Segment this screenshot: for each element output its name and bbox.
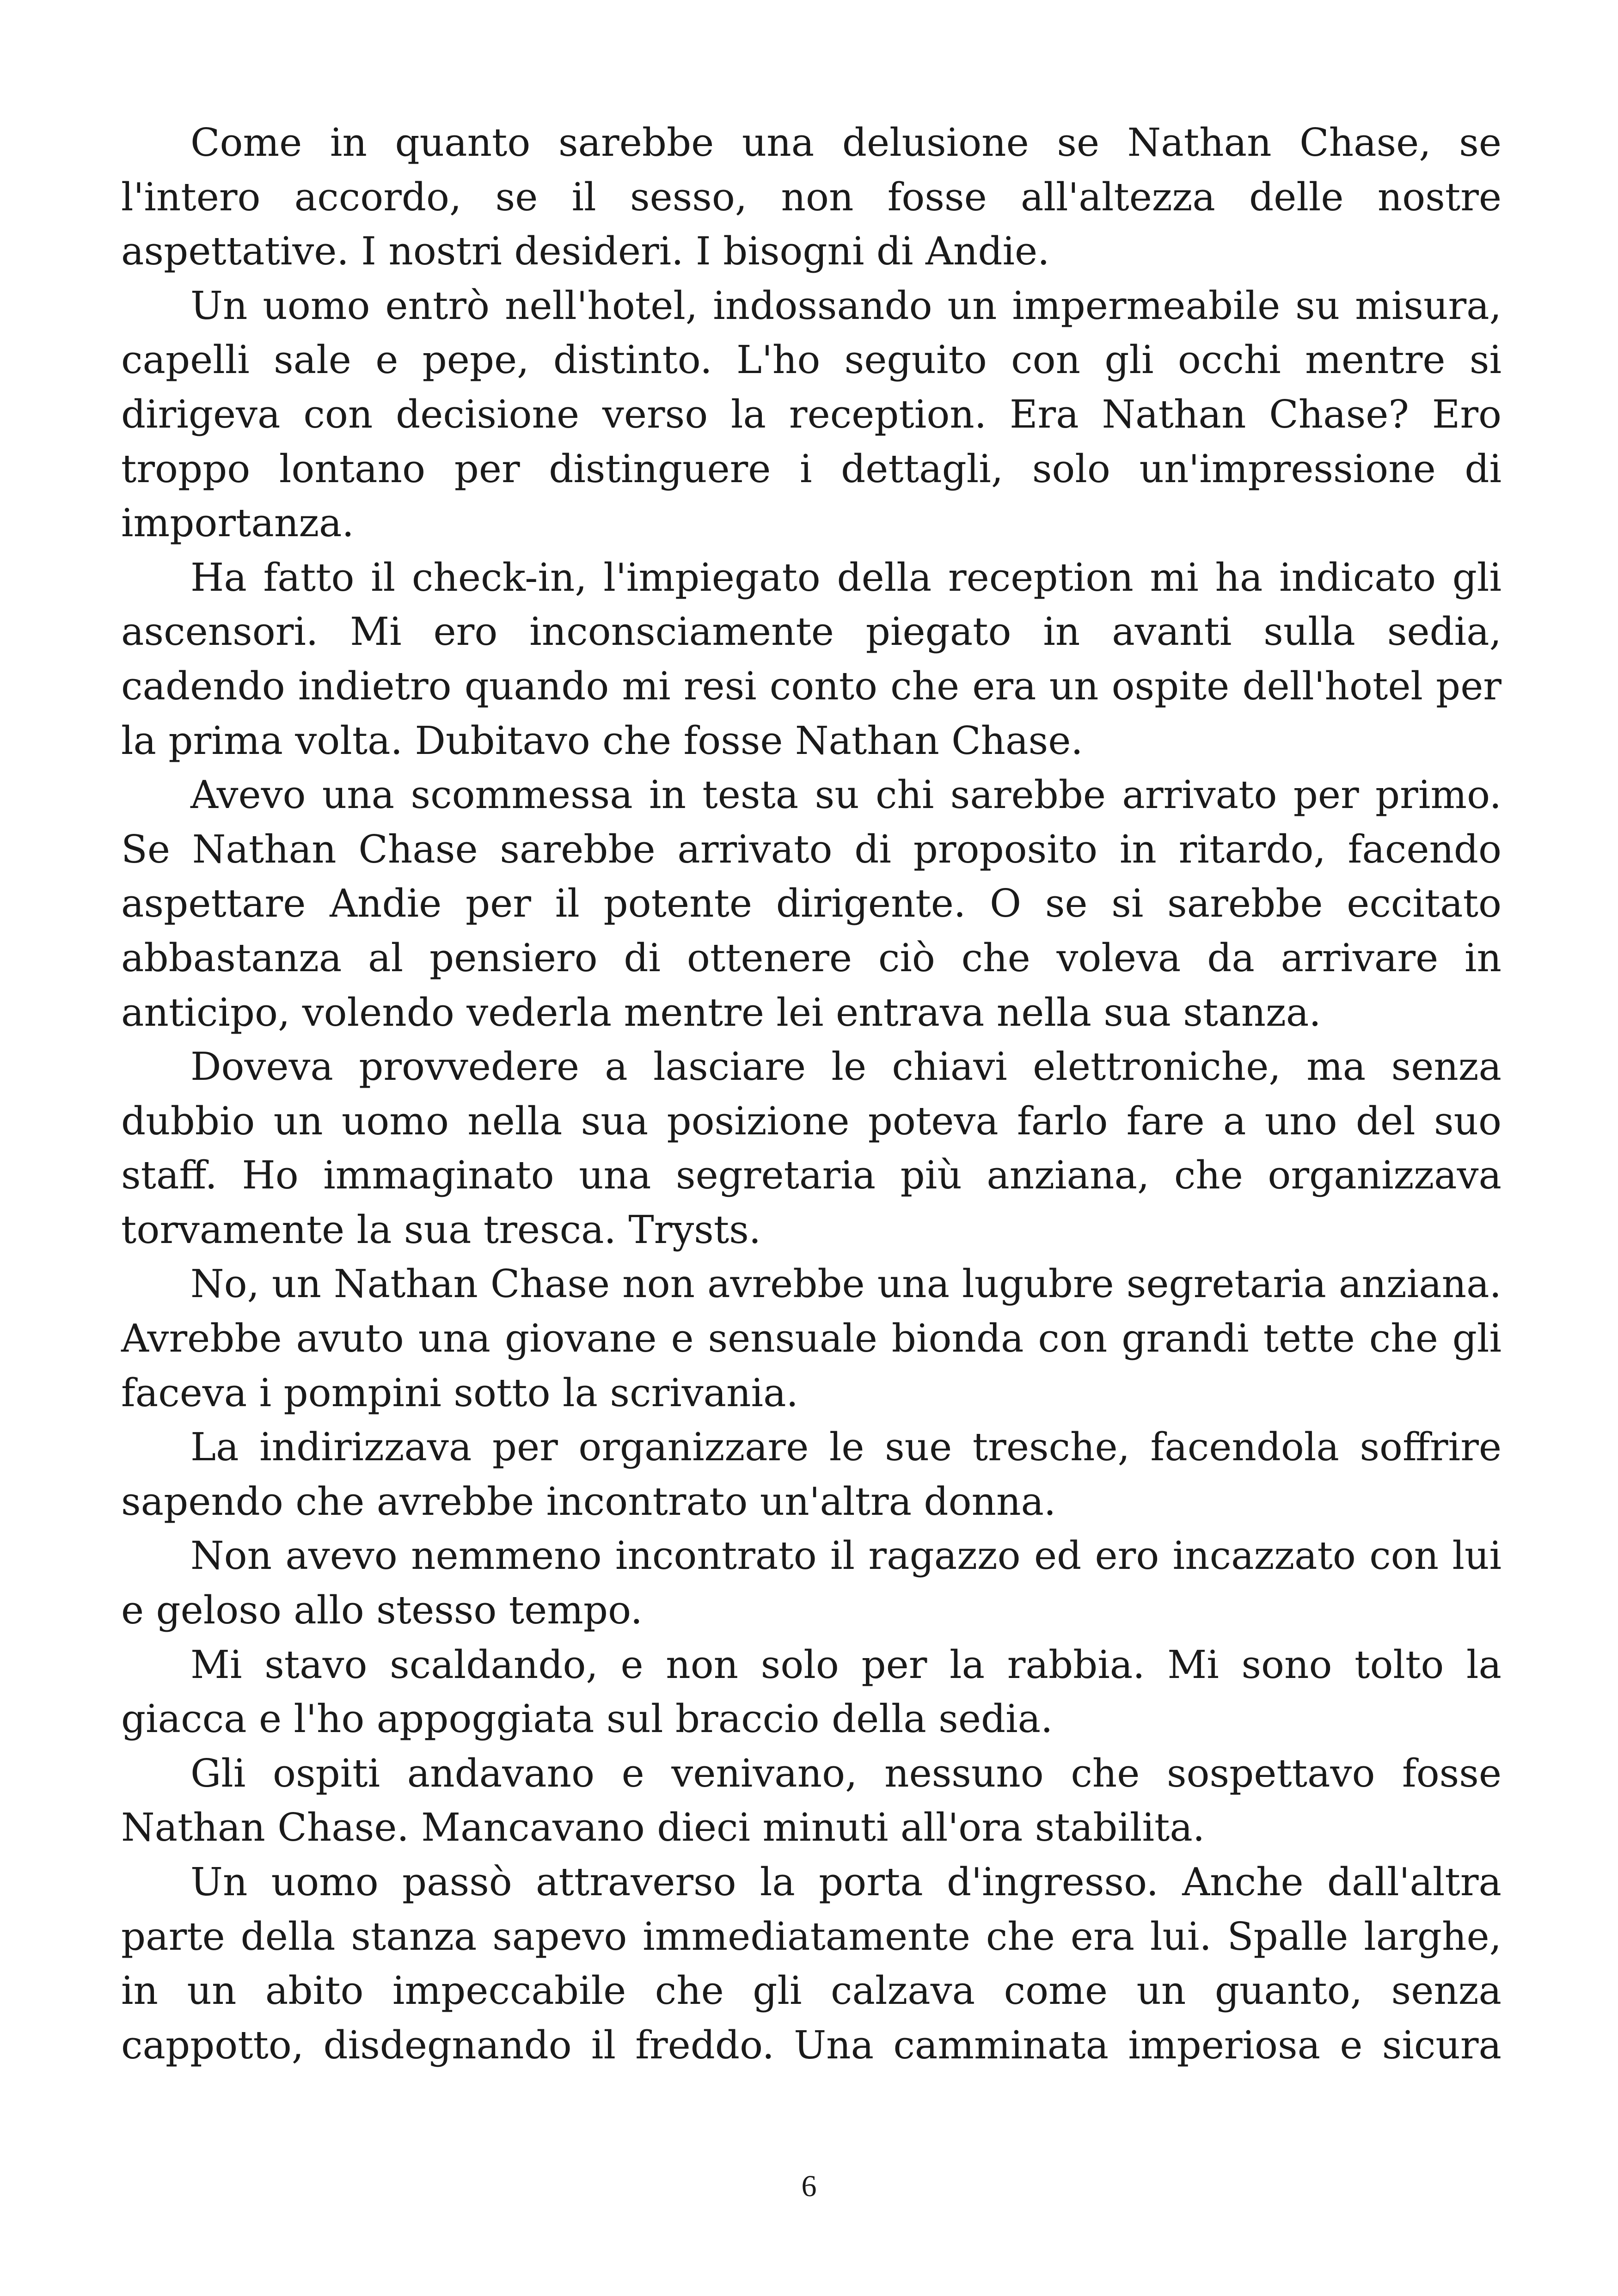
paragraph: Gli ospiti andavano e venivano, nessuno che sospettavo fosse Nathan Chase. Mancavano dieci minuti all'ora stabilita. <box>121 1751 1502 1850</box>
paragraph: Ha fatto il check-in, l'impiegato della reception mi ha indicato gli ascensori. Mi ero inconsciamente piegato in avanti sulla sedia, cadendo indietro quando mi resi conto che era un ospite dell'hotel per la prima volta. Dubitavo che fosse Nathan Chase. <box>121 555 1502 763</box>
paragraph: La indirizzava per organizzare le sue tresche, facendola soffrire sapendo che avrebbe incontrato un'altra donna. <box>121 1425 1502 1524</box>
paragraph: Un uomo entrò nell'hotel, indossando un impermeabile su misura, capelli sale e pepe, distinto. L'ho seguito con gli occhi mentre si dirigeva con decisione verso la reception. Era Nathan Chase? Ero troppo lontano per distinguere i dettagli, solo un'impressione di importanza. <box>121 283 1502 546</box>
paragraph: Avevo una scommessa in testa su chi sarebbe arrivato per primo. Se Nathan Chase sarebbe arrivato di proposito in ritardo, facendo aspettare Andie per il potente dirigente. O se si sarebbe eccitato abbastanza al pensiero di ottenere ciò che voleva da arrivare in anticipo, volendo vederla mentre lei entrava nella sua stanza. <box>121 772 1502 1035</box>
page-number: 6 <box>801 2169 817 2203</box>
paragraph: Un uomo passò attraverso la porta d'ingresso. Anche dall'altra parte della stanza sapevo immediatamente che era lui. Spalle larghe, in un abito impeccabile che gli calzava come un guanto, senza cappotto, disdegnando il freddo. Una camminata imperiosa e sicura <box>121 1860 1502 2068</box>
paragraph: Non avevo nemmeno incontrato il ragazzo ed ero incazzato con lui e geloso allo stesso tempo. <box>121 1533 1502 1633</box>
paragraph: Come in quanto sarebbe una delusione se Nathan Chase, se l'intero accordo, se il sesso, non fosse all'altezza delle nostre aspettative. I nostri desideri. I bisogni di Andie. <box>121 120 1502 274</box>
paragraph: Mi stavo scaldando, e non solo per la rabbia. Mi sono tolto la giacca e l'ho appoggiata sul braccio della sedia. <box>121 1642 1502 1742</box>
paragraph: Doveva provvedere a lasciare le chiavi elettroniche, ma senza dubbio un uomo nella sua posizione poteva farlo fare a uno del suo staff. Ho immaginato una segretaria più anziana, che organizzava torvamente la sua tresca. Trysts. <box>121 1044 1502 1252</box>
paragraph: No, un Nathan Chase non avrebbe una lugubre segretaria anziana. Avrebbe avuto una giovane e sensuale bionda con grandi tette che gli faceva i pompini sotto la scrivania. <box>121 1261 1502 1415</box>
body-text <box>121 116 1502 2072</box>
